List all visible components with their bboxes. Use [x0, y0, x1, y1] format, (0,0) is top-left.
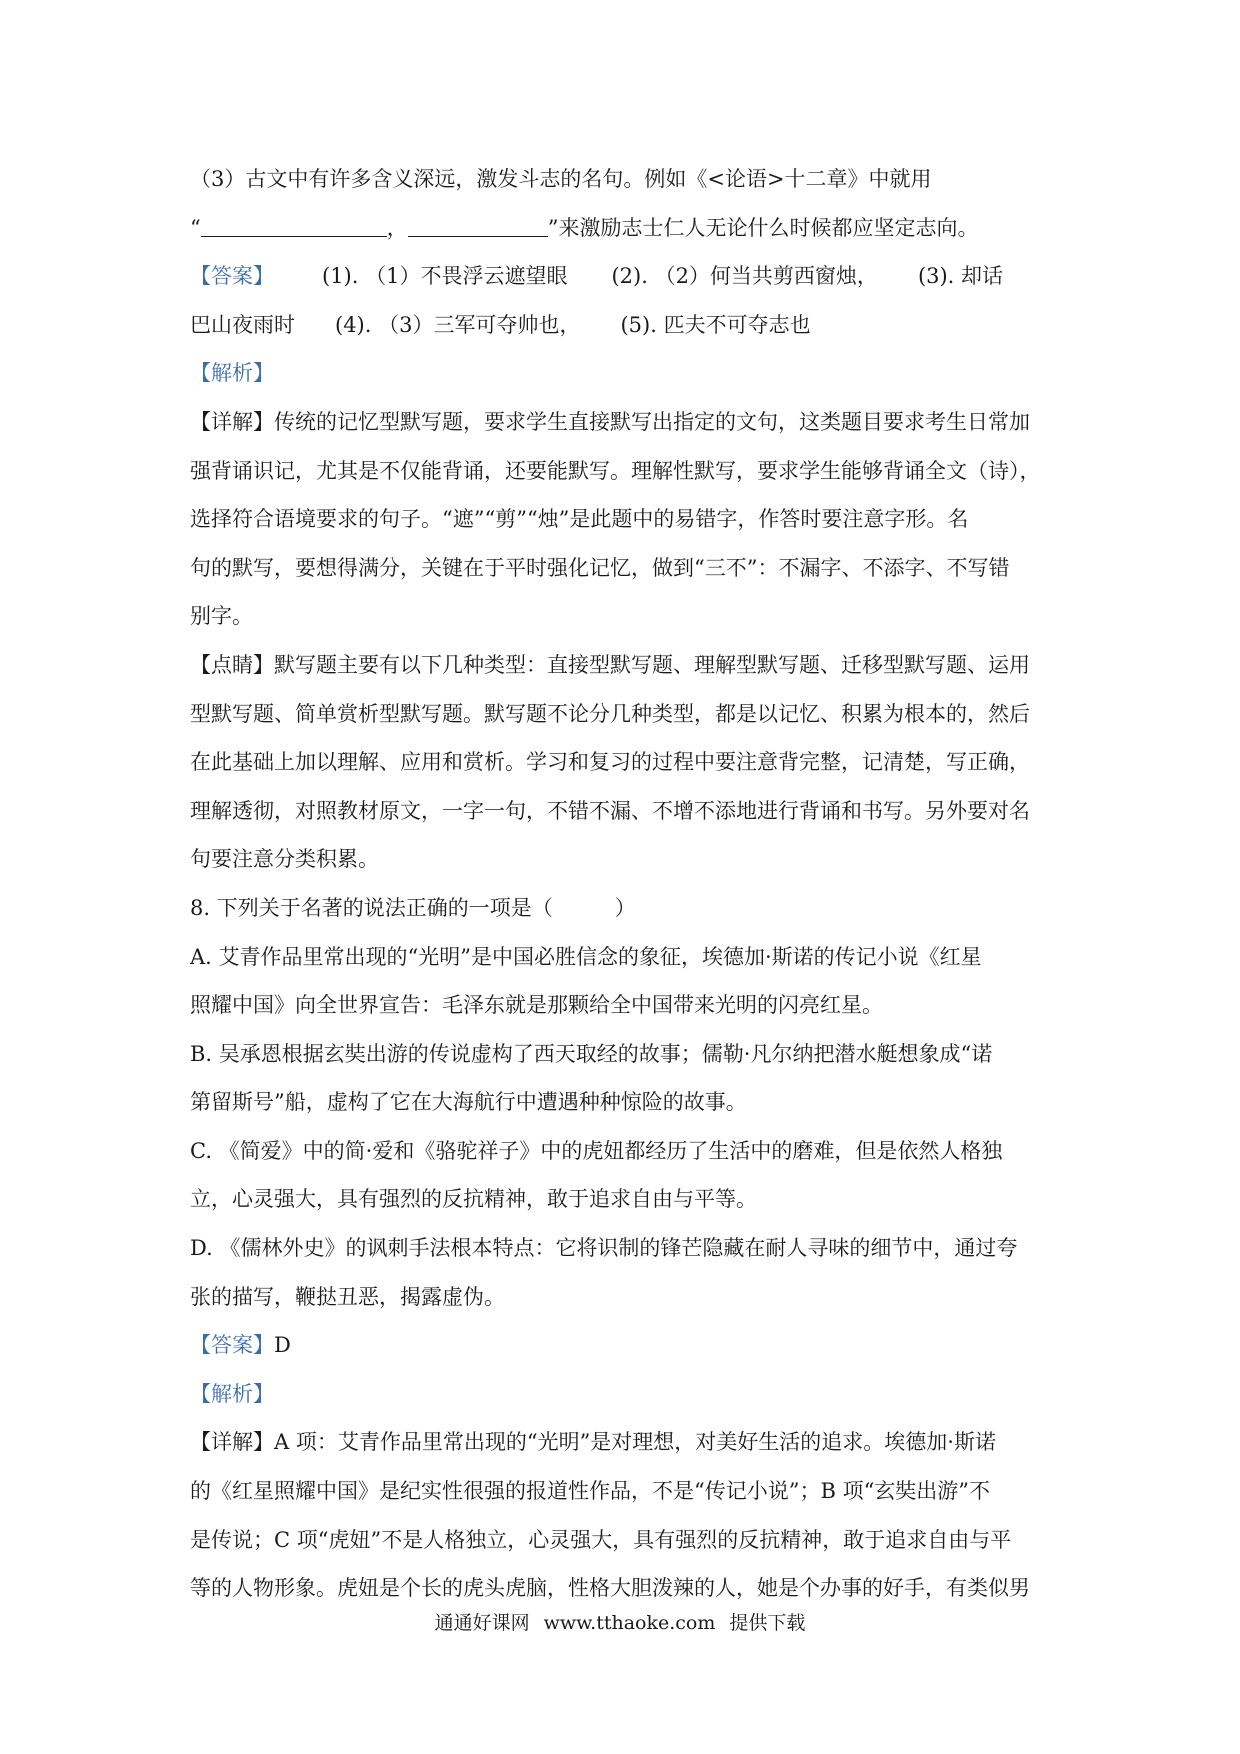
detail-tag: 【详解】: [190, 1430, 274, 1455]
footer-note: 提供下载: [729, 1612, 806, 1634]
q8-option-a-line2: 照耀中国》向全世界宣告：毛泽东就是那颗给全中国带来光明的闪亮红星。: [190, 993, 883, 1018]
q7-answer-line2: [190, 301, 1060, 350]
q7-detail-line1: [190, 398, 1060, 447]
q8-answer: [190, 1321, 1060, 1370]
q7-tip-line4: 理解透彻，对照教材原文，一字一句，不错不漏、不增不添地进行背诵和书写。另外要对名: [190, 798, 1030, 823]
q7-detail-line4: 句的默写，要想得满分，关键在于平时强化记忆，做到“三不”：不漏字、不添字、不写错: [190, 555, 1010, 580]
page-footer: [0, 1608, 1240, 1638]
answer-item-5: (5). 匹夫不可夺志也: [620, 312, 811, 337]
answer-item-3-tail: 巴山夜雨时: [190, 312, 295, 337]
answer-value: D: [274, 1333, 291, 1358]
answer-tag: 【答案】: [190, 264, 274, 289]
footer-url: www.tthaoke.com: [543, 1612, 716, 1634]
q8-detail-line4: 等的人物形象。虎妞是个长的虎头虎脑，性格大胆泼辣的人，她是个办事的好手，有类似男: [190, 1576, 1030, 1601]
q7-analysis: [190, 349, 1060, 398]
q8-detail-line1: [190, 1418, 1060, 1467]
q7-part3-line2-tail: ”来激励志士仁人无论什么时候都应坚定志向。: [547, 215, 979, 240]
detail-text: 传统的记忆型默写题，要求学生直接默写出指定的文句，这类题目要求考生日常加: [274, 409, 1030, 434]
footer-site-name: 通通好课网: [434, 1612, 530, 1634]
q7-tip-line5: 句要注意分类积累。: [190, 847, 379, 872]
q8-option-c-line2: 立，心灵强大，具有强烈的反抗精神，敢于追求自由与平等。: [190, 1187, 757, 1212]
q8-stem-tail: ）: [614, 895, 636, 920]
q7-detail-line5: 别字。: [190, 604, 253, 629]
q7-detail-line2: 强背诵识记，尤其是不仅能背诵，还要能默写。理解性默写，要求学生能够背诵全文（诗），: [190, 458, 1041, 483]
q8-option-d-line1: D. 《儒林外史》的讽刺手法根本特点：它将识制的锋芒隐藏在耐人寻味的细节中，通过夸: [190, 1236, 1018, 1261]
tip-text: 默写题主要有以下几种类型：直接型默写题、理解型默写题、迁移型默写题、运用: [274, 652, 1030, 677]
q8-stem-head: 8. 下列关于名著的说法正确的一项是（: [190, 895, 553, 920]
tip-tag: 【点睛】: [190, 652, 274, 677]
document-page: [190, 155, 1060, 1613]
open-quote: “: [190, 215, 201, 240]
q8-option-a-line1: A. 艾青作品里常出现的“光明”是中国必胜信念的象征，埃德加·斯诺的传记小说《红星: [190, 944, 982, 969]
detail-text: A 项：艾青作品里常出现的“光明”是对理想，对美好生活的追求。埃德加·斯诺: [274, 1430, 996, 1455]
answer-item-3-head: (3). 却话: [917, 264, 1004, 289]
q8-option-b-line1: B. 吴承恩根据玄奘出游的传说虚构了西天取经的故事；儒勒·凡尔纳把潜水艇想象成“诺: [190, 1041, 993, 1066]
q8-analysis: [190, 1370, 1060, 1419]
answer-item-1: (1). （1）不畏浮云遮望眼: [322, 264, 568, 289]
q8-detail-line3: 是传说；C 项“虎妞”不是人格独立，心灵强大，具有强烈的反抗精神，敢于追求自由与平: [190, 1527, 1012, 1552]
analysis-tag: 【解析】: [190, 361, 274, 386]
q7-tip-line3: 在此基础上加以理解、应用和赏析。学习和复习的过程中要注意背完整，记清楚，写正确，: [190, 750, 1030, 775]
q8-option-c-line1: C. 《简爱》中的简·爱和《骆驼祥子》中的虎妞都经历了生活中的磨难，但是依然人格独: [190, 1138, 1003, 1163]
q7-detail-line3: 选择符合语境要求的句子。“遮”“剪”“烛”是此题中的易错字，作答时要注意字形。名: [190, 507, 969, 532]
detail-tag: 【详解】: [190, 409, 274, 434]
q7-part3-line2: [190, 204, 1060, 253]
fill-blank-1: [201, 214, 387, 237]
fill-blank-2: [408, 214, 548, 237]
analysis-tag: 【解析】: [190, 1381, 274, 1406]
q7-answer-line1: [190, 252, 1060, 301]
q7-part3-line1: （3）古文中有许多含义深远，激发斗志的名句。例如《<论语>十二章》中就用: [190, 167, 932, 191]
q8-stem: [190, 884, 1060, 933]
answer-item-4: (4). （3）三军可夺帅也，: [335, 312, 581, 337]
q7-tip-line1: [190, 641, 1060, 690]
answer-item-2: (2). （2）何当共剪西窗烛，: [611, 264, 878, 289]
q8-option-d-line2: 张的描写，鞭挞丑恶，揭露虚伪。: [190, 1284, 505, 1309]
q8-detail-line2: 的《红星照耀中国》是纪实性很强的报道性作品，不是“传记小说”；B 项“玄奘出游”不: [190, 1479, 991, 1504]
answer-tag: 【答案】: [190, 1333, 274, 1358]
q7-tip-line2: 型默写题、简单赏析型默写题。默写题不论分几种类型，都是以记忆、积累为根本的，然后: [190, 701, 1030, 726]
q8-option-b-line2: 第留斯号”船，虚构了它在大海航行中遭遇种种惊险的故事。: [190, 1090, 747, 1115]
blank-comma: ，: [386, 215, 408, 240]
